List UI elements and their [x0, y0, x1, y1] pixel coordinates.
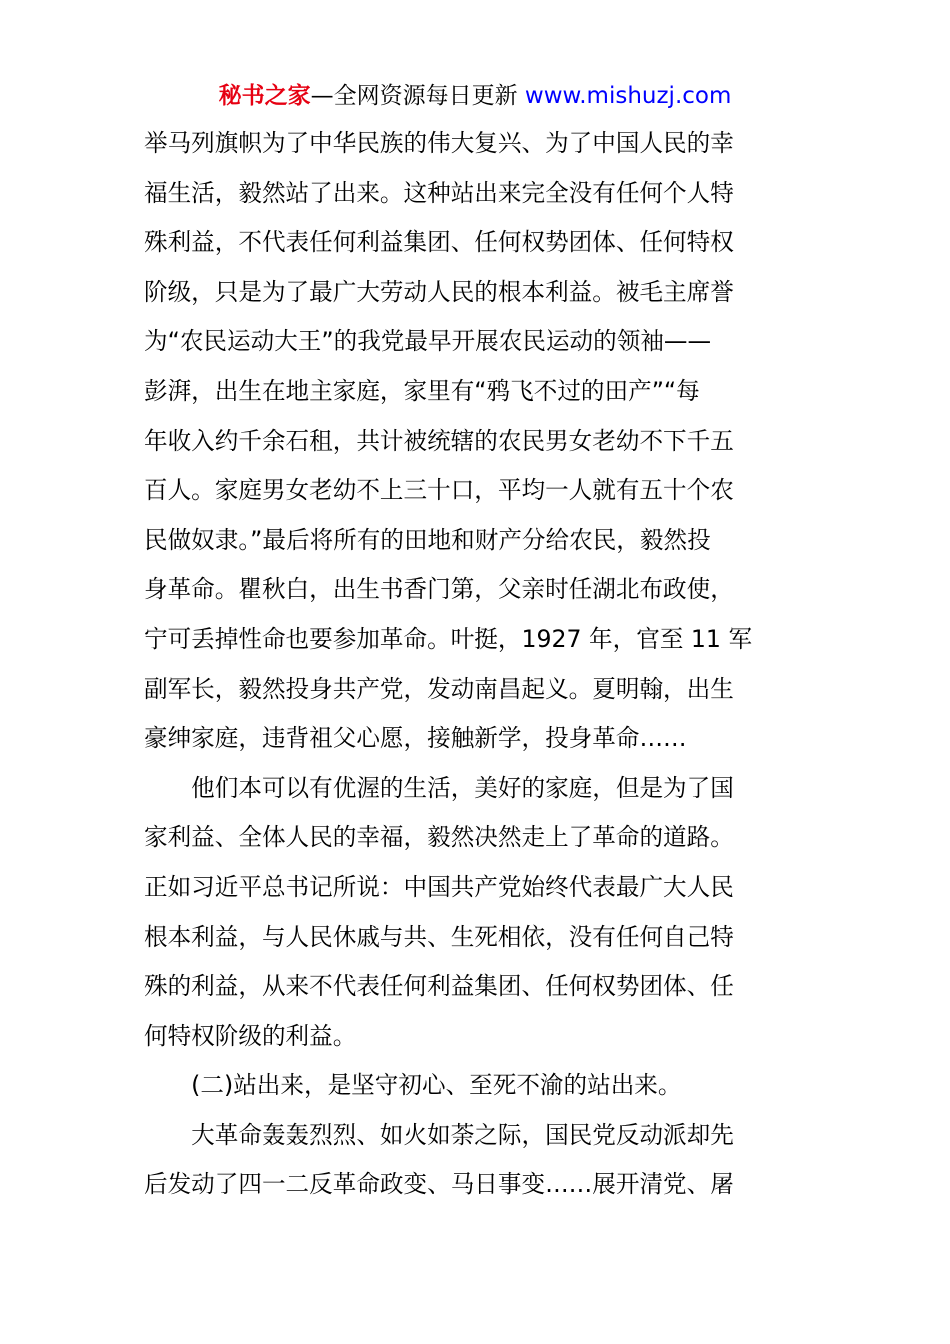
text-line: 豪绅家庭，违背祖父心愿，接触新学，投身革命……: [144, 724, 687, 753]
text-line: 年收入约千余石租，共计被统辖的农民男女老幼不下千五: [144, 426, 734, 455]
text-line: 殊利益，不代表任何利益集团、任何权势团体、任何特权: [144, 228, 734, 257]
text-line: 举马列旗帜为了中华民族的伟大复兴、为了中国人民的幸: [144, 129, 734, 157]
text-line: 殊的利益，从来不代表任何利益集团、任何权势团体、任: [144, 972, 734, 1001]
header-tagline: —全网资源每日更新: [310, 83, 525, 109]
text-line: 正如习近平总书记所说：中国共产党始终代表最广大人民: [144, 872, 734, 901]
text-line: 副军长，毅然投身共产党，发动南昌起义。夏明翰，出生: [144, 674, 734, 703]
document-body: [144, 119, 806, 1210]
page-header: [0, 81, 950, 111]
text-line: 福生活，毅然站了出来。这种站出来完全没有任何个人特: [144, 178, 734, 207]
header-url-link[interactable]: www.mishuzj.com: [524, 83, 732, 109]
text-line: 何特权阶级的利益。: [144, 1021, 357, 1050]
text-line: 宁可丢掉性命也要参加革命。叶挺，1927 年，官至 11 军: [144, 624, 753, 653]
text-line: 他们本可以有优渥的生活，美好的家庭，但是为了国: [144, 773, 734, 802]
section-heading: (二)站出来，是坚守初心、至死不渝的站出来。: [144, 1071, 682, 1100]
text-line: 身革命。瞿秋白，出生书香门第，父亲时任湖北布政使，: [144, 575, 734, 604]
text-line: 百人。家庭男女老幼不上三十口，平均一人就有五十个农: [144, 476, 734, 505]
text-line: 彭湃，出生在地主家庭，家里有“鸦飞不过的田产”“每: [144, 376, 700, 405]
brand-name: 秘书之家: [218, 83, 311, 109]
text-line: 根本利益，与人民休戚与共、生死相依，没有任何自己特: [144, 922, 734, 951]
text-line: 为“农民运动大王”的我党最早开展农民运动的领袖——: [144, 327, 712, 356]
text-line: 家利益、全体人民的幸福，毅然决然走上了革命的道路。: [144, 823, 734, 852]
text-line: 阶级，只是为了最广大劳动人民的根本利益。被毛主席誉: [144, 277, 734, 306]
text-line: 民做奴隶。”最后将所有的田地和财产分给农民，毅然投: [144, 525, 711, 554]
text-line: 大革命轰轰烈烈、如火如荼之际，国民党反动派却先: [144, 1120, 734, 1149]
text-line: 后发动了四一二反革命政变、马日事变……展开清党、屠: [144, 1170, 734, 1199]
